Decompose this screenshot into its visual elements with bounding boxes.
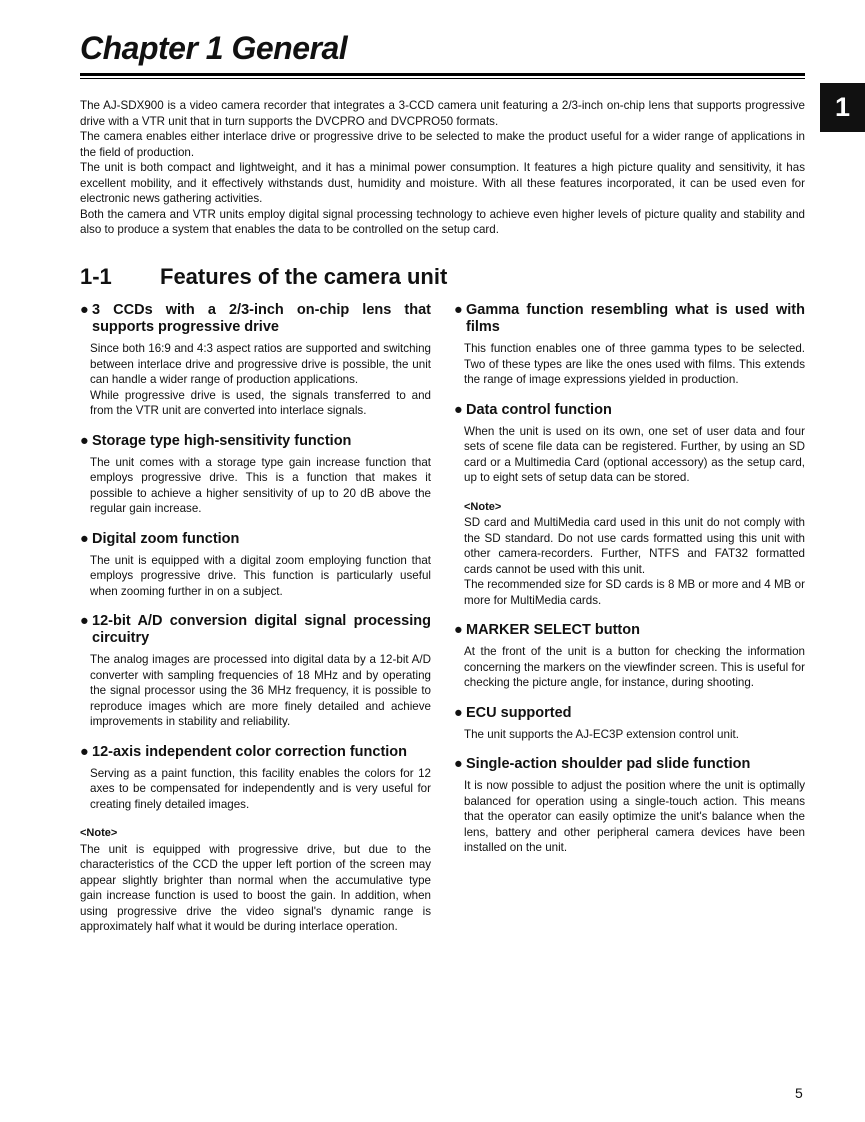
feature-heading-text: Single-action shoulder pad slide function xyxy=(466,756,751,772)
feature-body xyxy=(454,778,805,856)
note-label: <Note> xyxy=(80,827,118,839)
feature-heading-text: 3 CCDs with a 2/3-inch on-chip lens that supports progressive drive xyxy=(92,302,431,335)
feature-heading xyxy=(454,756,805,773)
feature-body xyxy=(454,644,805,691)
feature-heading xyxy=(454,402,805,419)
feature-heading xyxy=(454,705,805,722)
section-title: Features of the camera unit xyxy=(160,264,448,289)
feature-heading xyxy=(454,622,805,639)
header-rule-thick xyxy=(80,73,805,76)
feature-item xyxy=(454,302,805,388)
feature-heading-text: 12-axis independent color correction function xyxy=(92,743,408,760)
feature-paragraph: When the unit is used on its own, one set of user data and four sets of scene file data can be registered. Further, by using an SD card or a Multimedia Card (optional accessory) as the setup card, up to eight sets of setup data can be stored. xyxy=(464,424,805,484)
feature-body xyxy=(454,424,805,486)
bullet-icon: ● xyxy=(454,756,463,772)
feature-heading xyxy=(80,613,431,647)
feature-paragraph: It is now possible to adjust the position where the unit is optimally balanced for operation using a single-touch action. This means that the operator can easily optimize the unit's balance when the lens, battery and other peripheral camera devices have been installed on the unit. xyxy=(464,779,805,854)
chapter-title: Chapter 1 General xyxy=(80,30,348,66)
feature-heading xyxy=(80,302,431,336)
paragraph: Both the camera and VTR units employ digital signal processing technology to achieve even higher levels of picture quality and stability and also to produce a system that enables the data to be controlled on the setup card. xyxy=(80,207,805,236)
feature-paragraph: The unit comes with a storage type gain increase function that employs progressive drive. This is a function that makes it possible to achieve a higher sensitivity of up to 20 dB above the regular gain increase. xyxy=(90,455,431,515)
left-note xyxy=(80,826,431,935)
feature-heading xyxy=(454,302,805,336)
bullet-icon: ● xyxy=(80,302,89,318)
paragraph: The AJ-SDX900 is a video camera recorder that integrates a 3-CCD camera unit featuring a 2/3-inch on-chip lens that supports progressive drive with a VTR unit that in turn supports the DVCPRO and DVCPRO50 formats. xyxy=(80,99,805,128)
bullet-icon: ● xyxy=(454,704,463,721)
paragraph: The camera enables either interlace drive or progressive drive to be selected to make the product useful for a wider range of applications in the field of production. xyxy=(80,130,805,159)
feature-body xyxy=(454,341,805,388)
feature-item xyxy=(454,705,805,743)
feature-item xyxy=(454,402,805,486)
feature-heading-text: 12-bit A/D conversion digital signal processing circuitry xyxy=(92,613,431,646)
feature-heading-text: Digital zoom function xyxy=(92,530,240,547)
feature-paragraph: The unit supports the AJ-EC3P extension control unit. xyxy=(464,727,739,741)
feature-item xyxy=(80,531,431,600)
section-heading xyxy=(80,264,447,290)
right-features-a xyxy=(454,302,805,486)
left-features xyxy=(80,302,431,812)
bullet-icon: ● xyxy=(80,743,89,760)
feature-paragraph: Serving as a paint function, this facility enables the colors for 12 axes to be compensated for independently and is very useful for creating finely detailed images. xyxy=(90,766,431,811)
feature-heading-text: ECU supported xyxy=(466,704,572,721)
feature-body xyxy=(80,341,431,419)
feature-item xyxy=(80,744,431,813)
bullet-icon: ● xyxy=(80,530,89,547)
feature-item xyxy=(454,622,805,691)
feature-paragraph: The analog images are processed into digital data by a 12-bit A/D converter with sampling frequencies of 18 MHz and by operating the signal processor using the 36 MHz frequency, it is possible to reproduce images which are more finely detailed and achieve improvements in stability and reliability. xyxy=(90,653,431,728)
feature-body xyxy=(80,455,431,517)
feature-item xyxy=(454,756,805,856)
note-paragraph: The unit is equipped with progressive drive, but due to the characteristics of the CCD the upper left portion of the screen may appear slightly brighter than normal when the accumulative type gain increase function is used to boost the gain. In addition, when using progressive drive the video signal's dynamic range is approximately half what it would be during interlace operation. xyxy=(80,842,431,933)
intro-text xyxy=(80,98,805,238)
paragraph: The unit is both compact and lightweight, and it has a minimal power consumption. It features a high picture quality and sensitivity, it has excellent mobility, and it effectively withstands dust, humidity and moisture. With all these features incorporated, it can be used even for electronic news gathering activities. xyxy=(80,161,805,205)
right-features-b xyxy=(454,622,805,856)
feature-body xyxy=(454,727,805,743)
feature-heading-text: MARKER SELECT button xyxy=(466,622,640,638)
bullet-icon: ● xyxy=(454,622,463,638)
note-paragraph: SD card and MultiMedia card used in this unit do not comply with the SD standard. Do not use cards formatted using this unit with other camera-recorders. Further, NTFS and FAT32 formatted cards cannot be used with this unit. xyxy=(464,516,805,576)
feature-item xyxy=(80,613,431,730)
note-label: <Note> xyxy=(464,500,502,513)
section-number: 1-1 xyxy=(80,264,112,289)
bullet-icon: ● xyxy=(454,401,463,418)
right-note xyxy=(454,500,805,609)
feature-item xyxy=(80,302,431,419)
feature-paragraph: This function enables one of three gamma types to be selected. Two of these types are like the ones used with films. This extends the range of image expressions yielded in production. xyxy=(464,342,805,386)
feature-paragraph: The unit is equipped with a digital zoom employing function that employs progressive drive. This function is particularly useful when zooming further in on a subject. xyxy=(90,553,431,598)
feature-heading xyxy=(80,531,431,548)
feature-paragraph: At the front of the unit is a button for checking the information concerning the markers on the viewfinder screen. This is useful for checking the picture angle, for instance, during shooting. xyxy=(464,645,805,689)
feature-paragraph: Since both 16:9 and 4:3 aspect ratios are supported and switching between interlace drive and progressive drive is possible, the unit can handle a wider range of production applications. xyxy=(90,342,431,386)
feature-heading-text: Data control function xyxy=(466,401,612,418)
feature-heading-text: Gamma function resembling what is used with films xyxy=(466,302,805,335)
feature-body xyxy=(80,766,431,813)
header-rule-thin xyxy=(80,78,805,79)
feature-paragraph: While progressive drive is used, the signals transferred to and from the VTR unit are converted into interlace signals. xyxy=(90,388,431,417)
bullet-icon: ● xyxy=(454,302,463,318)
right-column xyxy=(454,302,805,870)
page-number: 5 xyxy=(795,1085,803,1101)
feature-body xyxy=(80,553,431,600)
bullet-icon: ● xyxy=(80,432,89,449)
feature-heading-text: Storage type high-sensitivity function xyxy=(92,432,352,449)
feature-heading xyxy=(80,744,431,761)
feature-item xyxy=(80,433,431,517)
note-paragraph: The recommended size for SD cards is 8 MB or more and 4 MB or more for MultiMedia cards. xyxy=(464,578,805,607)
bullet-icon: ● xyxy=(80,613,89,629)
chapter-tab: 1 xyxy=(820,83,865,132)
left-column xyxy=(80,302,431,949)
feature-heading xyxy=(80,433,431,450)
feature-body xyxy=(80,652,431,730)
